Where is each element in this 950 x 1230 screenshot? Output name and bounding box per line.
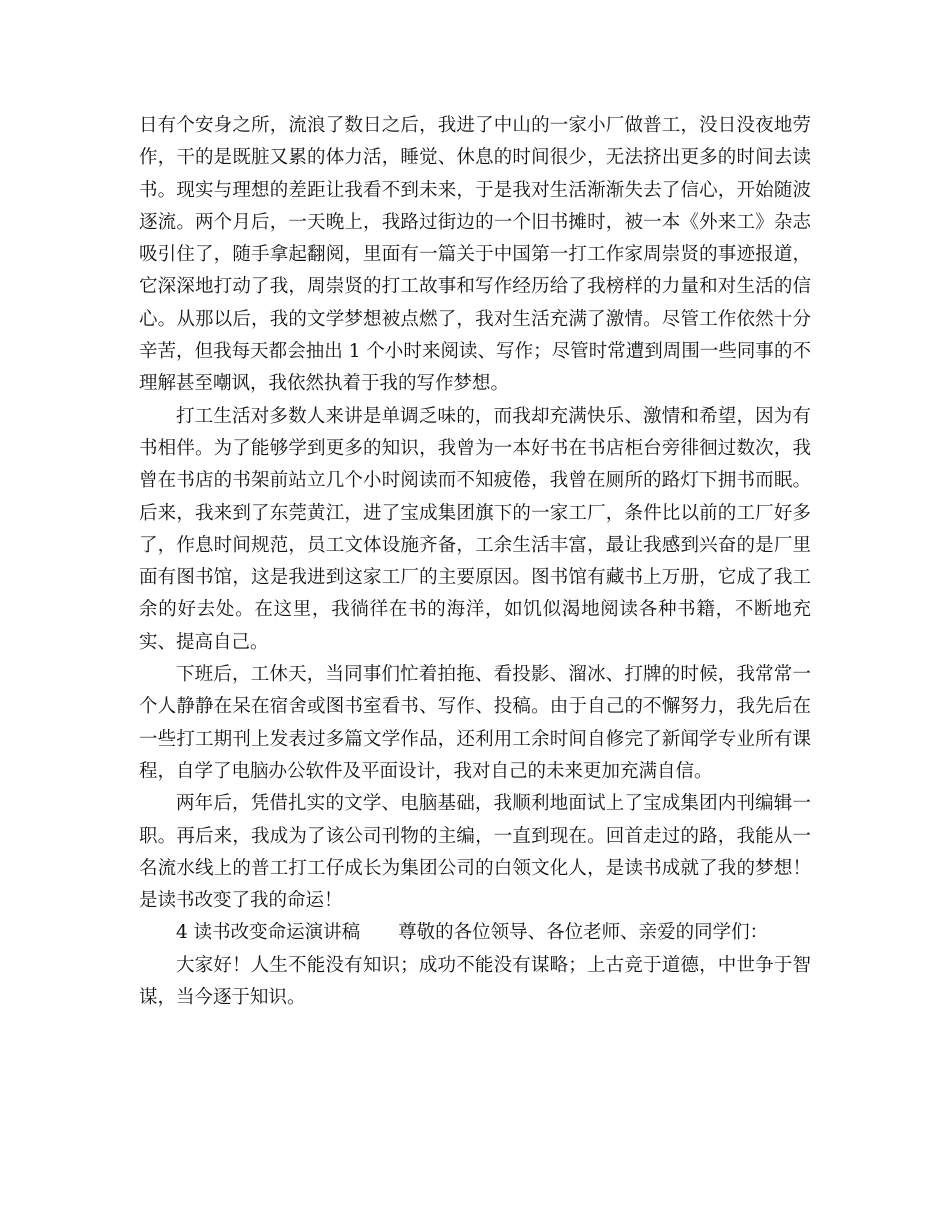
speech-heading-line — [139, 917, 811, 949]
paragraph-working-life: 打工生活对多数人来讲是单调乏味的，而我却充满快乐、激情和希望，因为有书相伴。为了能够学到更多的知识，我曾为一本好书在书店柜台旁徘徊过数次，我曾在书店的书架前站立几个小时阅读而不知疲倦，我曾在厕所的路灯下拥书而眠。后来，我来到了东莞黄江，进了宝成集团旗下的一家工厂，条件比以前的工厂好多了，作息时间规范，员工文体设施齐备，工余生活丰富，最让我感到兴奋的是厂里面有图书馆，这是我进到这家工厂的主要原因。图书馆有藏书上万册，它成了我工余的好去处。在这里，我徜徉在书的海洋，如饥似渴地阅读各种书籍，不断地充实、提高自己。 — [139, 405, 811, 653]
speech-salutation: 尊敬的各位领导、各位老师、亲爱的同学们： — [398, 922, 769, 944]
paragraph-two-years-later: 两年后，凭借扎实的文学、电脑基础，我顺利地面试上了宝成集团内刊编辑一职。再后来，我成为了该公司刊物的主编，一直到现在。回首走过的路，我能从一名流水线上的普工打工仔成长为集团公司的白领文化人，是读书成就了我的梦想！是读书改变了我的命运！ — [139, 793, 811, 912]
speech-opening: 大家好！人生不能没有知识；成功不能没有谋略；上古竞于道德，中世争于智谋，当今逐于知识。 — [139, 954, 811, 1009]
paragraph-continuation: 日有个安身之所，流浪了数日之后，我进了中山的一家小厂做普工，没日没夜地劳作，干的是既脏又累的体力活，睡觉、休息的时间很少，无法挤出更多的时间去读书。现实与理想的差距让我看不到未来，于是我对生活渐渐失去了信心，开始随波逐流。两个月后，一天晚上，我路过街边的一个旧书摊时，被一本《外来工》杂志吸引住了，随手拿起翻阅，里面有一篇关于中国第一打工作家周崇贤的事迹报道，它深深地打动了我，周崇贤的打工故事和写作经历给了我榜样的力量和对生活的信心。从那以后，我的文学梦想被点燃了，我对生活充满了激情。尽管工作依然十分辛苦，但我每天都会抽出 1 个小时来阅读、写作；尽管时常遭到周围一些同事的不理解甚至嘲讽，我依然执着于我的写作梦想。 — [139, 115, 811, 395]
document-body — [139, 110, 811, 1014]
speech-title: 4 读书改变命运演讲稿 — [176, 922, 361, 944]
paragraph-after-work: 下班后，工休天，当同事们忙着拍拖、看投影、溜冰、打牌的时候，我常常一个人静静在呆在宿舍或图书室看书、写作、投稿。由于自己的不懈努力，我先后在一些打工期刊上发表过多篇文学作品，还利用工余时间自修完了新闻学专业所有课程，自学了电脑办公软件及平面设计，我对自己的未来更加充满自信。 — [139, 664, 811, 782]
